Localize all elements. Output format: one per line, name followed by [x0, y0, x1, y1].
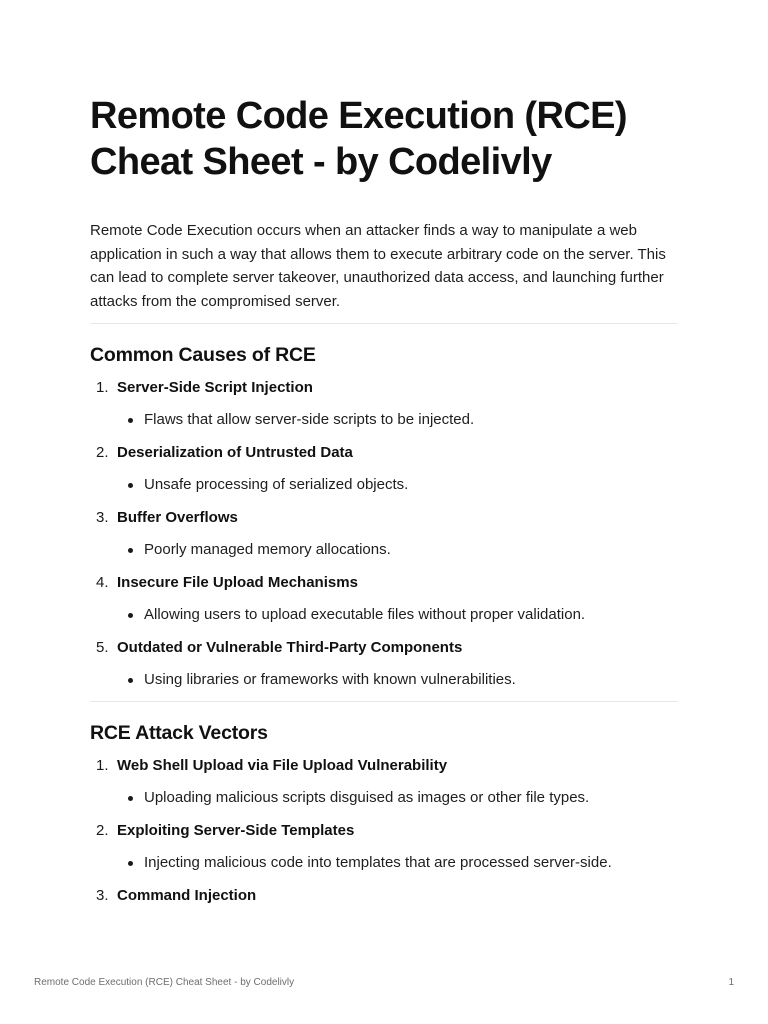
document-page [90, 93, 678, 917]
sub-list-item [117, 668, 678, 691]
sub-list-item [117, 408, 678, 431]
page-title-line-1: Remote Code Execution (RCE) [90, 95, 627, 137]
bullet-icon [128, 418, 133, 423]
sub-list-item-text: Allowing users to upload executable files without proper validation. [144, 606, 586, 623]
list-item [90, 884, 678, 907]
bullet-icon [128, 483, 133, 488]
list-item [90, 506, 678, 561]
bullet-icon [128, 613, 133, 618]
sub-list-item [117, 786, 678, 809]
bullet-icon [128, 678, 133, 683]
list-item-title: Web Shell Upload via File Upload Vulnerability [117, 757, 448, 774]
sub-list-item-text: Poorly managed memory allocations. [144, 541, 391, 558]
bullet-icon [128, 796, 133, 801]
section-divider [90, 701, 678, 702]
list-item-number: 1. [96, 379, 109, 396]
sub-list-item [117, 603, 678, 626]
sub-list [117, 473, 678, 496]
list-item [90, 754, 678, 809]
sub-list-item-text: Unsafe processing of serialized objects. [144, 476, 409, 493]
sub-list-item [117, 473, 678, 496]
list-item-title: Command Injection [117, 887, 257, 904]
list-item-number: 2. [96, 444, 109, 461]
list-item-number: 4. [96, 574, 109, 591]
list-item [90, 376, 678, 431]
list-item-number: 5. [96, 639, 109, 656]
sub-list [117, 603, 678, 626]
bullet-icon [128, 861, 133, 866]
list-item-title: Exploiting Server-Side Templates [117, 822, 355, 839]
list-item-title: Outdated or Vulnerable Third-Party Components [117, 639, 463, 656]
sub-list-item [117, 538, 678, 561]
sub-list-item [117, 851, 678, 874]
intro-paragraph: Remote Code Execution occurs when an attacker finds a way to manipulate a web application in such a way that allows them to execute arbitrary code on the server. This can lead to complete server takeover, unauthorized data access, and launching further attacks from the compromised server. [90, 222, 666, 310]
sub-list-item-text: Using libraries or frameworks with known vulnerabilities. [144, 671, 516, 688]
list-item [90, 571, 678, 626]
sub-list-item-text: Flaws that allow server-side scripts to be injected. [144, 411, 475, 428]
list-item-number: 1. [96, 757, 109, 774]
list-item-title: Server-Side Script Injection [117, 379, 313, 396]
page-title-line-2: Cheat Sheet - by Codelivly [90, 141, 552, 183]
common-causes-list [90, 376, 678, 691]
footer-page-number: 1 [728, 977, 734, 988]
sub-list [117, 786, 678, 809]
list-item-title: Insecure File Upload Mechanisms [117, 574, 358, 591]
list-item-title: Deserialization of Untrusted Data [117, 444, 353, 461]
list-item [90, 441, 678, 496]
section-heading-common-causes: Common Causes of RCE [90, 344, 316, 366]
list-item-number: 2. [96, 822, 109, 839]
sub-list [117, 408, 678, 431]
attack-vectors-list [90, 754, 678, 907]
list-item [90, 819, 678, 874]
bullet-icon [128, 548, 133, 553]
section-heading-attack-vectors: RCE Attack Vectors [90, 722, 268, 744]
list-item-number: 3. [96, 509, 109, 526]
sub-list [117, 538, 678, 561]
list-item-title: Buffer Overflows [117, 509, 238, 526]
list-item [90, 636, 678, 691]
list-item-number: 3. [96, 887, 109, 904]
sub-list-item-text: Injecting malicious code into templates that are processed server-side. [144, 854, 612, 871]
section-divider [90, 323, 678, 324]
sub-list-item-text: Uploading malicious scripts disguised as images or other file types. [144, 789, 590, 806]
sub-list [117, 668, 678, 691]
footer-document-title: Remote Code Execution (RCE) Cheat Sheet - by Codelivly [34, 977, 295, 988]
page-title [90, 93, 678, 185]
sub-list [117, 851, 678, 874]
